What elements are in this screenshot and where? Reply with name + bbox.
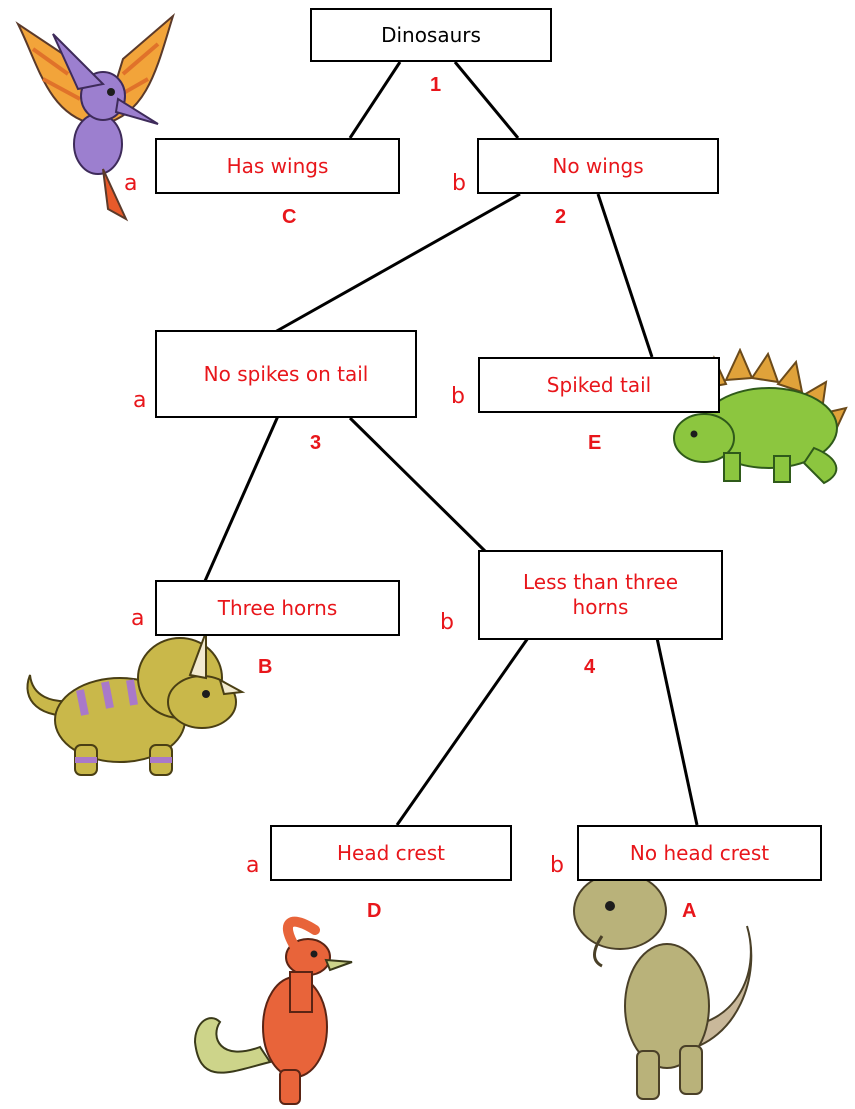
node-no-wings <box>477 138 719 194</box>
root-node <box>310 8 552 62</box>
edge-less-horns-head-crest <box>397 638 528 825</box>
couplet-number-1: 1 <box>430 74 442 96</box>
couplet-number-3: 3 <box>310 432 322 454</box>
node-spiked-tail <box>478 357 720 413</box>
node-no-head-crest <box>577 825 822 881</box>
result-letter-d: D <box>367 900 382 922</box>
node-less-horns-label: Less than three horns <box>522 570 678 619</box>
node-three-horns <box>155 580 400 636</box>
node-has-wings-label: Has wings <box>226 153 329 178</box>
node-no-wings-label: No wings <box>552 153 644 178</box>
node-has-wings <box>155 138 400 194</box>
edge-root-has-wings <box>350 62 400 138</box>
pterosaur-illustration <box>8 4 178 226</box>
root-label: Dinosaurs <box>381 22 481 47</box>
couplet-number-2: 2 <box>555 206 567 228</box>
option-b-no-head-crest: b <box>550 853 564 878</box>
result-letter-c: C <box>282 206 297 228</box>
option-a-no-spikes: a <box>133 388 147 413</box>
couplet-number-4: 4 <box>584 656 596 678</box>
node-spiked-tail-label: Spiked tail <box>546 372 652 397</box>
node-no-head-crest-label: No head crest <box>629 840 770 865</box>
node-less-horns <box>478 550 723 640</box>
option-a-head-crest: a <box>246 853 260 878</box>
option-b-less-horns: b <box>440 610 454 635</box>
node-head-crest-label: Head crest <box>337 840 445 865</box>
result-letter-a: A <box>682 900 697 922</box>
edge-no-spikes-three-horns <box>205 416 278 581</box>
tyrannosaur-illustration <box>562 866 782 1108</box>
result-letter-e: E <box>588 432 602 454</box>
edge-no-wings-spiked <box>598 194 652 357</box>
edge-no-wings-no-spikes <box>275 194 520 332</box>
edge-less-horns-no-crest <box>657 638 697 825</box>
triceratops-illustration <box>10 620 248 782</box>
edge-root-no-wings <box>455 62 518 138</box>
result-letter-b: B <box>258 656 273 678</box>
node-head-crest <box>270 825 512 881</box>
edge-no-spikes-less-horns <box>350 418 487 553</box>
node-no-spikes <box>155 330 417 418</box>
option-a-has-wings: a <box>124 171 138 196</box>
node-three-horns-label: Three horns <box>217 595 338 620</box>
parasaurolophus-illustration <box>190 912 360 1108</box>
option-b-no-wings: b <box>452 171 466 196</box>
option-b-spiked-tail: b <box>451 384 465 409</box>
option-a-three-horns: a <box>131 606 145 631</box>
node-no-spikes-label: No spikes on tail <box>203 361 369 386</box>
